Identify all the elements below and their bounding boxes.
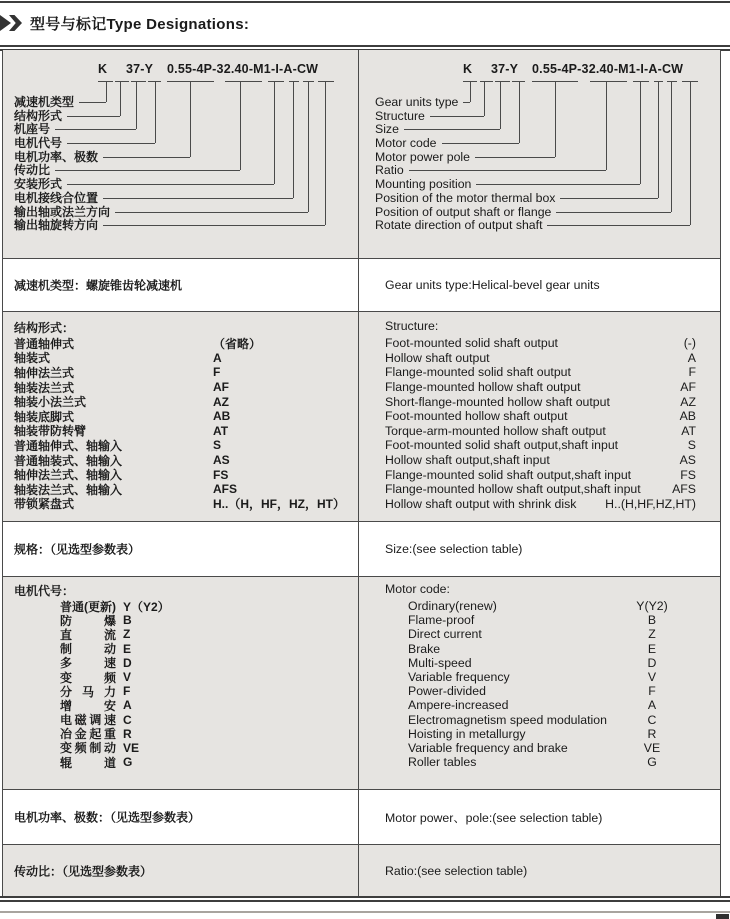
table-row (358, 727, 720, 741)
row-code: S (213, 438, 222, 453)
row-label: 直流 (60, 627, 116, 642)
code-underline (463, 81, 477, 82)
table-row (358, 336, 720, 351)
table-row (3, 365, 359, 380)
motor-power-en: Motor power、pole:(see selection table) (385, 811, 603, 825)
code-underline (303, 81, 314, 82)
row-label: 普通轴伸式 (14, 336, 75, 351)
diagram-label-cn: 输出轴或法兰方向 (14, 204, 308, 219)
footer-gray-line (0, 911, 730, 913)
row-label: Foot-mounted solid shaft output,shaft input (385, 438, 619, 453)
diagram-label-en: Mounting position (375, 176, 640, 191)
row-label: Flange-mounted solid shaft output (385, 365, 571, 380)
row-code: AF (213, 380, 229, 395)
code-underline (167, 81, 214, 82)
size-cn: 规格：（见选型参数表） (14, 542, 141, 557)
code-underline (318, 81, 334, 82)
table-row (3, 482, 359, 497)
code-underline (98, 81, 113, 82)
row-label: Hoisting in metallurgy (408, 726, 526, 741)
table-row (358, 394, 720, 409)
section-structure (3, 311, 720, 521)
code-underline (682, 81, 698, 82)
row-label: Foot-mounted hollow shaft output (385, 409, 568, 424)
row-label: 带锁紧盘式 (14, 497, 75, 512)
section-code-diagram (3, 50, 720, 258)
leader-line (67, 184, 274, 185)
connector-line (606, 82, 607, 170)
leader-line (475, 157, 555, 158)
type-code-en: K (463, 62, 473, 76)
leader-line (67, 116, 120, 117)
structure-title-cn: 结构形式： (14, 321, 75, 335)
table-row (3, 497, 359, 512)
row-code: D (647, 655, 657, 670)
code-underline (289, 81, 299, 82)
code-underline (590, 81, 627, 82)
row-code: AT (213, 423, 229, 438)
row-label: Hollow shaft output,shaft input (385, 453, 550, 468)
row-label: 变频制动 (60, 741, 116, 756)
row-label: Ordinary(renew) (408, 599, 497, 614)
row-code: AT (681, 423, 696, 438)
table-row (3, 351, 359, 366)
row-label: 普通轴装式、轴输入 (14, 453, 123, 468)
diagram-label-en: Motor power pole (375, 149, 555, 164)
row-label: Variable frequency and brake (408, 740, 568, 755)
row-code: VE (643, 740, 661, 755)
diagram-label-en: Position of output shaft or flange (375, 204, 671, 219)
leader-line (103, 157, 190, 158)
diagram-label-en: Ratio (375, 162, 606, 177)
page-title: 型号与标记Type Designations: (30, 15, 250, 33)
row-code: A (213, 350, 222, 365)
table-row (3, 599, 359, 613)
row-code: AZ (680, 394, 696, 409)
table-row (358, 424, 720, 439)
row-code: AFS (672, 482, 696, 497)
row-label: Flange-mounted hollow shaft output,shaft input (385, 482, 641, 497)
row-code: H..（H，HF，HZ，HT） (213, 497, 345, 512)
row-code: AF (680, 380, 696, 395)
row-label: Ampere-increased (408, 698, 509, 713)
row-label: Flange-mounted hollow shaft output (385, 380, 581, 395)
page-corner-mark (716, 914, 729, 919)
row-label: Torque-arm-mounted hollow shaft output (385, 423, 606, 438)
row-label: 普通(更新) (60, 599, 116, 614)
table-row (358, 642, 720, 656)
table-row (3, 467, 359, 482)
row-code: FS (680, 467, 696, 482)
table-row (358, 627, 720, 641)
row-label: 制动 (60, 642, 116, 657)
row-label: Direct current (408, 627, 482, 642)
table-row (3, 394, 359, 409)
diagram-label-cn: 电机代号 (14, 135, 155, 150)
table-row (358, 409, 720, 424)
code-underline (480, 81, 493, 82)
table-row (358, 599, 720, 613)
connector-line (106, 82, 107, 102)
row-code: Z (648, 627, 656, 642)
bottom-rule-top (0, 896, 730, 898)
code-underline (532, 81, 578, 82)
row-code: Z (123, 627, 131, 642)
diagram-label-en: Gear units type (375, 94, 470, 109)
structure-rows-cn (3, 336, 359, 511)
type-code-cn: K (98, 62, 108, 76)
leader-line (430, 116, 484, 117)
leader-line (556, 212, 671, 213)
row-code: V (123, 670, 132, 685)
diagram-label-cn: 结构形式 (14, 108, 120, 123)
connector-line (293, 82, 294, 198)
row-code: Y（Y2） (123, 599, 170, 614)
table-row (358, 365, 720, 380)
row-code: FS (213, 467, 229, 482)
table-row (358, 684, 720, 698)
connector-line (690, 82, 691, 225)
row-label: 防爆 (60, 613, 116, 628)
row-code: F (648, 684, 656, 699)
section-motor-power (3, 789, 720, 844)
row-label: Electromagnetism speed modulation (408, 712, 607, 727)
row-label: 普通轴伸式、轴输入 (14, 438, 123, 453)
row-code: AFS (213, 482, 237, 497)
connector-line (190, 82, 191, 157)
code-underline (512, 81, 525, 82)
leader-line (409, 170, 606, 171)
table-row (358, 380, 720, 395)
ratio-en: Ratio:(see selection table) (385, 863, 528, 878)
row-label: 冶金起重 (60, 727, 116, 742)
row-label: 增安 (60, 698, 116, 713)
table-row (3, 755, 359, 769)
connector-line (325, 82, 326, 225)
table-row (3, 656, 359, 670)
table-row (3, 684, 359, 698)
gear-type-en: Gear units type:Helical-bevel gear units (385, 278, 600, 292)
table-row (3, 670, 359, 684)
row-code: R (123, 726, 132, 741)
leader-line (476, 184, 640, 185)
leader-line (442, 143, 519, 144)
row-code: F (123, 684, 131, 699)
row-label: Multi-speed (408, 655, 472, 670)
diagram-label-en: Rotate direction of output shaft (375, 217, 690, 232)
row-label: 轴装底脚式 (14, 409, 75, 424)
table-row (3, 741, 359, 755)
diagram-label-cn: 安装形式 (14, 176, 274, 191)
row-label: Flange-mounted solid shaft output,shaft input (385, 467, 632, 482)
table-row (358, 482, 720, 497)
page-top-rule (0, 1, 730, 3)
row-code: C (647, 712, 657, 727)
type-code-en: 0.55-4P-32.40-M1-I-A-CW (532, 62, 684, 76)
row-code: G (123, 755, 133, 770)
row-code: E (123, 641, 132, 656)
table-row (358, 613, 720, 627)
table-row (358, 670, 720, 684)
table-row (3, 713, 359, 727)
type-code-cn: 37-Y (126, 62, 154, 76)
double-chevron-right-icon (4, 15, 22, 31)
row-label: 轴装法兰式 (14, 380, 75, 395)
row-label: Hollow shaft output (385, 350, 490, 365)
row-code: （省略） (213, 336, 262, 351)
row-label: Short-flange-mounted hollow shaft output (385, 394, 610, 409)
leader-line (115, 212, 308, 213)
row-code: E (647, 641, 657, 656)
connector-line (658, 82, 659, 198)
code-underline (131, 81, 146, 82)
motor-rows-cn (3, 599, 359, 769)
row-label: 轴伸法兰式、轴输入 (14, 468, 123, 483)
connector-line (240, 82, 241, 170)
connector-line (120, 82, 121, 116)
row-code: (-) (683, 336, 696, 351)
section-ratio (3, 844, 720, 896)
row-code: AB (679, 409, 696, 424)
row-code: A (647, 698, 657, 713)
connector-line (155, 82, 156, 143)
leader-line (547, 225, 690, 226)
table-row (3, 336, 359, 351)
diagram-label-cn: 电机功率、极数 (14, 149, 190, 164)
row-code: G (647, 755, 657, 770)
row-label: Brake (408, 641, 441, 656)
table-row (358, 467, 720, 482)
diagram-label-en: Structure (375, 108, 484, 123)
leader-line (103, 225, 325, 226)
row-label: Power-divided (408, 684, 486, 699)
row-label: 轴装带防转臂 (14, 424, 87, 439)
row-code: D (123, 655, 132, 670)
diagram-label-cn: 输出轴旋转方向 (14, 217, 325, 232)
connector-line (519, 82, 520, 143)
row-code: AS (213, 453, 230, 468)
row-label: 轴装式 (14, 351, 51, 366)
diagram-label-cn: 电机接线合位置 (14, 190, 293, 205)
row-code: F (213, 365, 221, 380)
code-underline (654, 81, 663, 82)
diagram-label-en: Position of the motor thermal box (375, 190, 658, 205)
row-code: S (687, 438, 696, 453)
row-code: R (647, 726, 657, 741)
table-row (3, 453, 359, 468)
table-row (358, 741, 720, 755)
row-label: 分马力 (60, 684, 116, 699)
code-underline (667, 81, 677, 82)
diagram-label-cn: 减速机类型 (14, 94, 106, 109)
row-label: Hollow shaft output with shrink disk (385, 496, 577, 511)
code-underline (225, 81, 262, 82)
row-label: 轴伸法兰式 (14, 365, 75, 380)
table-row (3, 424, 359, 439)
connector-line (500, 82, 501, 129)
row-code: VE (123, 740, 140, 755)
table-row (3, 627, 359, 641)
connector-line (274, 82, 275, 184)
gear-type-cn: 减速机类型：螺旋锥齿轮减速机 (14, 278, 183, 293)
row-code: Y(Y2) (636, 599, 668, 614)
diagram-label-cn: 传动比 (14, 162, 240, 177)
table-row (358, 351, 720, 366)
diagram-label-cn: 机座号 (14, 121, 136, 136)
section-size (3, 521, 720, 576)
table-row (3, 409, 359, 424)
section-gear-type (3, 258, 720, 311)
row-label: 多速 (60, 656, 116, 671)
row-label: 辊道 (60, 755, 116, 770)
section-motor-code (3, 576, 720, 789)
connector-line (671, 82, 672, 212)
motor-title-en: Motor code: (385, 582, 450, 596)
leader-line (55, 170, 240, 171)
type-designation-table (2, 50, 721, 896)
leader-line (79, 102, 106, 103)
row-label: Roller tables (408, 755, 477, 770)
row-label: 变频 (60, 670, 116, 685)
leader-line (463, 102, 470, 103)
diagram-label-en: Motor code (375, 135, 519, 150)
row-code: H..(H,HF,HZ,HT) (605, 496, 696, 511)
row-label: 轴装法兰式、轴输入 (14, 482, 123, 497)
leader-line (404, 129, 500, 130)
page-header (4, 13, 249, 33)
table-row (3, 380, 359, 395)
table-row (3, 438, 359, 453)
row-code: AZ (213, 394, 229, 409)
table-row (358, 698, 720, 712)
size-en: Size:(see selection table) (385, 542, 523, 556)
connector-line (640, 82, 641, 184)
structure-title-en: Structure: (385, 319, 439, 333)
row-label: 电磁调速 (60, 713, 116, 728)
row-code: AB (213, 409, 231, 424)
connector-line (136, 82, 137, 129)
connector-line (470, 82, 471, 102)
row-label: Flame-proof (408, 613, 475, 628)
table-row (3, 727, 359, 741)
connector-line (484, 82, 485, 116)
bottom-rule-bottom (0, 900, 730, 902)
row-code: A (687, 350, 696, 365)
leader-line (560, 198, 658, 199)
row-code: B (647, 613, 657, 628)
row-code: A (123, 698, 132, 713)
row-code: V (647, 670, 657, 685)
table-row (3, 698, 359, 712)
row-label: Foot-mounted solid shaft output (385, 336, 558, 351)
motor-rows-en (358, 599, 720, 769)
table-row (358, 713, 720, 727)
table-row (358, 755, 720, 769)
row-label: 轴装小法兰式 (14, 395, 87, 410)
code-underline (115, 81, 129, 82)
table-row (358, 438, 720, 453)
table-row (3, 613, 359, 627)
table-row (3, 642, 359, 656)
row-label: Variable frequency (408, 670, 510, 685)
type-code-cn: 0.55-4P-32.40-M1-I-A-CW (167, 62, 319, 76)
ratio-cn: 传动比：（见选型参数表） (14, 864, 153, 878)
row-code: C (123, 712, 132, 727)
leader-line (55, 129, 136, 130)
code-underline (495, 81, 510, 82)
motor-power-cn: 电机功率、极数：（见选型参数表） (14, 810, 201, 825)
structure-rows-en (358, 336, 720, 511)
type-code-en: 37-Y (491, 62, 519, 76)
row-code: F (688, 365, 696, 380)
table-row (358, 497, 720, 512)
column-divider (358, 50, 359, 896)
diagram-label-en: Size (375, 121, 500, 136)
header-rule-top (0, 45, 730, 47)
code-underline (633, 81, 649, 82)
table-row (358, 656, 720, 670)
code-underline (148, 81, 161, 82)
motor-title-cn: 电机代号： (14, 584, 75, 598)
row-code: AS (679, 453, 696, 468)
table-row (358, 453, 720, 468)
connector-line (555, 82, 556, 157)
connector-line (308, 82, 309, 212)
code-underline (268, 81, 284, 82)
leader-line (67, 143, 155, 144)
row-code: B (123, 613, 132, 628)
leader-line (103, 198, 293, 199)
